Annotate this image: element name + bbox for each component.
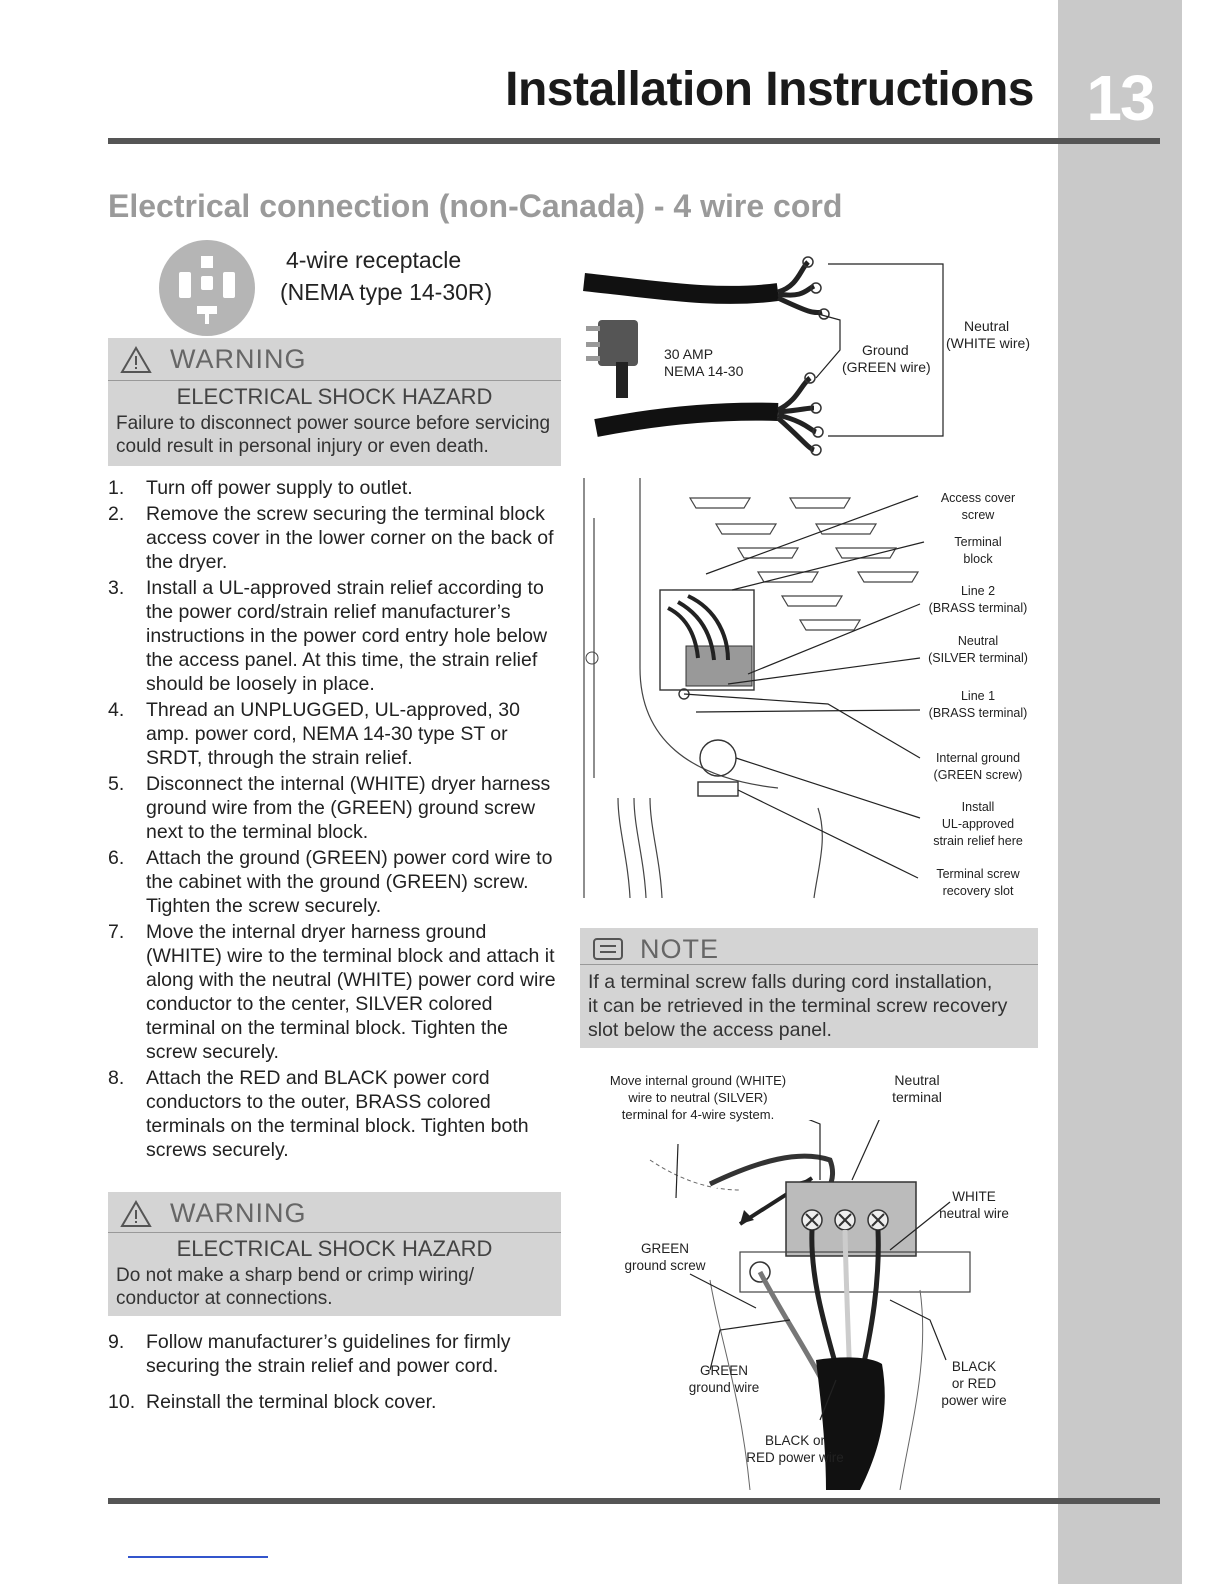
white-wire-label [924,1188,1024,1222]
step-text: Attach the ground (GREEN) power cord wire to the cabinet with the ground (GREEN) screw. Tighten the screw securely. [146,847,553,917]
access-cover-line1: Access cover [940,491,1016,505]
step-text: Install a UL-approved strain relief according to the power cord/strain relief manufacturer’s instructions in the power cord entry hole below the access panel. At this time, the strain relief should be loosely in place. [146,577,548,695]
strain-relief-line3: strain relief here [933,834,1023,848]
note-line3: slot below the access panel. [588,1019,832,1041]
warning-box-1 [108,338,561,466]
access-cover-line2: screw [961,508,995,522]
step-item [108,698,563,770]
step-item [108,1390,563,1414]
power-cord-diagram [578,250,1048,465]
line2-line2: (BRASS terminal) [928,601,1028,615]
black-red-wire-line3: power wire [941,1393,1007,1408]
warning-body-1-line2: could result in personal injury or even death. [116,436,489,457]
note-line2: it can be retrieved in the terminal screw recovery [588,995,1008,1017]
step-number: 2. [108,503,125,525]
warning-body-1-line1: Failure to disconnect power source before servicing [116,413,551,434]
recovery-slot-line1: Terminal screw [936,867,1020,881]
warning-header-1 [120,344,307,375]
step-item [108,1066,563,1162]
step-item [108,846,563,918]
receptacle-label [280,244,492,308]
warning-subtitle-2: ELECTRICAL SHOCK HAZARD [176,1236,493,1261]
page-number: 13 [1086,62,1154,134]
receptacle-label-line2: (NEMA type 14-30R) [280,279,493,305]
note-title: NOTE [640,934,720,964]
ground-wire-label-line1: Ground [862,342,909,358]
recovery-slot-line2: recovery slot [942,884,1014,898]
step-item [108,476,563,500]
step-item [108,772,563,844]
footer-rule [108,1498,1160,1504]
step-number: 6. [108,847,125,869]
move-ground-label [588,1072,808,1123]
step-text: Move the internal dryer harness ground (WHITE) wire to the terminal block and attach it along with the neutral (WHITE) power cord wire conductor to the center, SILVER colored terminal on the terminal block. Tighten the screw securely. [146,921,556,1063]
footer-link-underline [128,1556,268,1558]
plug-label [664,346,743,380]
green-screw-label [610,1240,720,1274]
move-ground-line1: Move internal ground (WHITE) [609,1073,787,1088]
warning-body-2 [116,1264,474,1310]
warning-title-1: WARNING [170,344,307,374]
ground-wire-label-line2: (GREEN wire) [842,359,931,375]
page-title: Installation Instructions [505,63,1034,116]
step-number: 4. [108,699,125,721]
note-line1: If a terminal screw falls during cord installation, [588,971,993,993]
warning-title-2: WARNING [170,1198,307,1228]
black-red-wire-line2: or RED [951,1376,997,1391]
note-box [580,928,1038,1048]
step-item [108,1330,563,1378]
step-number: 5. [108,773,125,795]
warning-header-2 [120,1198,307,1229]
white-wire-line2: neutral wire [939,1206,1009,1221]
black-red-bottom-line2: RED power wire [746,1450,844,1465]
warning-body-1 [116,412,550,458]
line1-line1: Line 1 [960,689,996,703]
steps-list-2 [108,1330,563,1416]
line2-label [918,583,1038,617]
warning-divider-1 [108,380,561,381]
black-red-wire-label [924,1358,1024,1409]
line1-line2: (BRASS terminal) [928,706,1028,720]
green-screw-line1: GREEN [640,1241,689,1256]
steps-list [108,476,563,1164]
step-number: 1. [108,477,125,499]
receptacle-label-line1: 4-wire receptacle [286,247,462,273]
internal-ground-line1: Internal ground [935,751,1021,765]
black-red-bottom-label [740,1432,850,1466]
green-wire-line1: GREEN [699,1363,748,1378]
warning-body-2-line1: Do not make a sharp bend or crimp wiring/ [116,1265,474,1286]
green-screw-line2: ground screw [624,1258,706,1273]
warning-subtitle-1: ELECTRICAL SHOCK HAZARD [176,384,493,409]
white-wire-line1: WHITE [952,1189,996,1204]
note-divider [580,964,1038,965]
note-icon [592,937,626,963]
move-ground-line3: terminal for 4-wire system. [621,1107,775,1122]
step-item [108,502,563,574]
neutral-wire-label-line2: (WHITE wire) [946,335,1030,351]
page-tab-sidebar [1058,0,1182,1584]
step-text: Disconnect the internal (WHITE) dryer harness ground wire from the (GREEN) ground screw next to the terminal block. [146,773,551,843]
warning-triangle-icon [120,1200,152,1228]
step-item [108,576,563,696]
recovery-slot-label [918,866,1038,900]
ground-wire-label [842,342,931,376]
neutral-terminal-label [918,633,1038,667]
step-number: 10. [108,1391,136,1413]
neutral-wire-label [946,318,1030,352]
warning-divider-2 [108,1232,561,1233]
note-header [592,934,719,965]
step-text: Follow manufacturer’s guidelines for firmly securing the strain relief and power cord. [146,1331,511,1377]
neutral-terminal-callout [872,1072,962,1106]
step-text: Reinstall the terminal block cover. [146,1391,437,1413]
step-number: 8. [108,1067,125,1089]
step-text: Turn off power supply to outlet. [146,477,413,499]
header-rule [108,138,1160,144]
step-item [108,920,563,1064]
receptacle-icon [157,238,257,338]
step-text: Thread an UNPLUGGED, UL-approved, 30 amp. power cord, NEMA 14-30 type ST or SRDT, through the strain relief. [146,699,520,769]
terminal-block-line2: block [963,552,993,566]
green-wire-line2: ground wire [688,1380,760,1395]
strain-relief-line1: Install [961,800,995,814]
access-cover-label [918,490,1038,524]
green-wire-label [674,1362,774,1396]
terminal-block-diagram [578,478,938,908]
strain-relief-label [918,799,1038,850]
neutral-terminal-callout-line2: terminal [892,1089,942,1105]
neutral-terminal-line2: (SILVER terminal) [928,651,1028,665]
warning-body-2-line2: conductor at connections. [116,1288,333,1309]
step-text: Remove the screw securing the terminal block access cover in the lower corner on the back of the dryer. [146,503,554,573]
section-title: Electrical connection (non-Canada) - 4 wire cord [108,188,843,224]
strain-relief-line2: UL-approved [941,817,1015,831]
warning-triangle-icon [120,346,152,374]
step-number: 9. [108,1331,125,1353]
warning-box-2 [108,1192,561,1316]
plug-label-line1: 30 AMP [664,346,714,362]
neutral-terminal-callout-line1: Neutral [894,1072,940,1088]
terminal-block-line1: Terminal [954,535,1002,549]
line2-line1: Line 2 [960,584,996,598]
move-ground-line2: wire to neutral (SILVER) [628,1090,768,1105]
internal-ground-line2: (GREEN screw) [933,768,1023,782]
neutral-wire-label-line1: Neutral [964,318,1010,334]
step-text: Attach the RED and BLACK power cord conductors to the outer, BRASS colored terminals on the terminal block. Tighten both screws securely. [146,1067,529,1161]
plug-label-line2: NEMA 14-30 [664,363,744,379]
note-body [588,970,1007,1042]
neutral-terminal-line1: Neutral [957,634,999,648]
line1-label [918,688,1038,722]
black-red-bottom-line1: BLACK or [764,1433,826,1448]
black-red-wire-line1: BLACK [951,1359,997,1374]
step-number: 3. [108,577,125,599]
step-number: 7. [108,921,125,943]
internal-ground-label [918,750,1038,784]
terminal-block-label [918,534,1038,568]
